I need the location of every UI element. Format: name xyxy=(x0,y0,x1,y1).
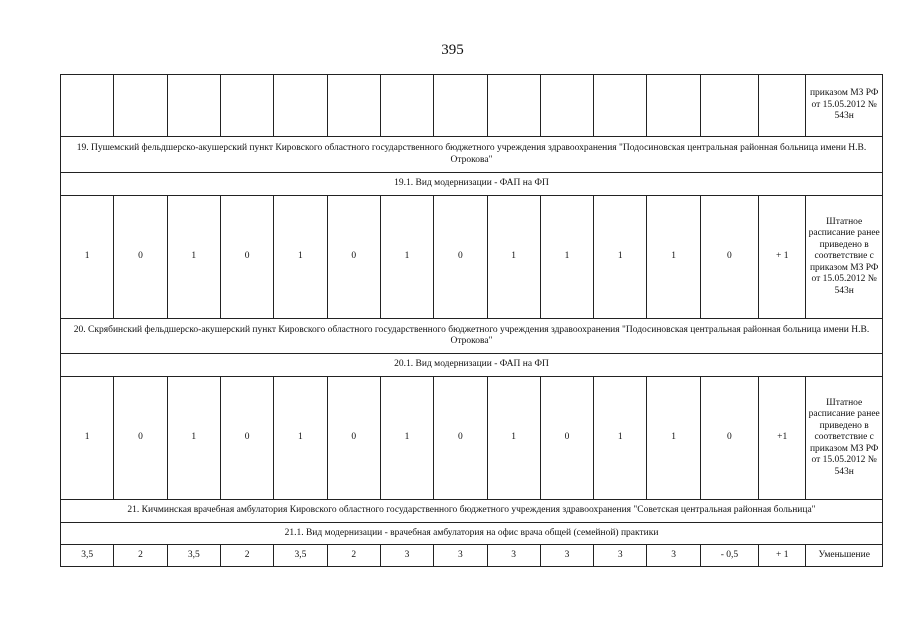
value-cell: 3 xyxy=(594,545,647,567)
section-title: 21. Кичминская врачебная амбулатория Кировского областного государственного бюджетного учреждения здравоохранения "Советская центральная районная больница" xyxy=(61,500,883,523)
section-subtitle: 20.1. Вид модернизации - ФАП на ФП xyxy=(61,354,883,377)
value-cell: 1 xyxy=(380,377,433,500)
values-row xyxy=(61,545,883,567)
value-cell: 1 xyxy=(594,377,647,500)
table-cell xyxy=(540,75,593,137)
table-cell xyxy=(759,75,806,137)
value-cell: 0 xyxy=(327,196,380,319)
value-cell: 2 xyxy=(220,545,273,567)
value-cell: 1 xyxy=(167,196,220,319)
table-cell xyxy=(594,75,647,137)
continuation-row xyxy=(61,75,883,137)
value-cell: 0 xyxy=(700,377,758,500)
note-cell: Штатное расписание ранее приведено в соответствие с приказом МЗ РФ от 15.05.2012 № 543н xyxy=(806,196,883,319)
value-cell: 0 xyxy=(114,196,167,319)
value-cell: 0 xyxy=(220,196,273,319)
table-cell xyxy=(220,75,273,137)
value-cell: +1 xyxy=(759,377,806,500)
value-cell: 0 xyxy=(220,377,273,500)
table-cell xyxy=(274,75,327,137)
value-cell: 0 xyxy=(327,377,380,500)
value-cell: 3 xyxy=(540,545,593,567)
value-cell: 1 xyxy=(274,377,327,500)
table-cell xyxy=(114,75,167,137)
value-cell: 3 xyxy=(647,545,700,567)
value-cell: 0 xyxy=(114,377,167,500)
value-cell: 1 xyxy=(167,377,220,500)
section-title-row xyxy=(61,137,883,173)
value-cell: 3,5 xyxy=(167,545,220,567)
note-cell: Уменьшение xyxy=(806,545,883,567)
staffing-table xyxy=(60,74,883,567)
values-row xyxy=(61,196,883,319)
table-cell xyxy=(167,75,220,137)
value-cell: 1 xyxy=(647,196,700,319)
note-cell: приказом МЗ РФ от 15.05.2012 № 543н xyxy=(806,75,883,137)
value-cell: 1 xyxy=(540,196,593,319)
section-subtitle-row xyxy=(61,173,883,196)
value-cell: 0 xyxy=(434,196,487,319)
value-cell: 3,5 xyxy=(274,545,327,567)
value-cell: 0 xyxy=(434,377,487,500)
value-cell: 2 xyxy=(114,545,167,567)
section-subtitle-row xyxy=(61,523,883,545)
value-cell: - 0,5 xyxy=(700,545,758,567)
table-cell xyxy=(327,75,380,137)
values-row xyxy=(61,377,883,500)
value-cell: 3 xyxy=(434,545,487,567)
section-title-row xyxy=(61,500,883,523)
value-cell: 1 xyxy=(594,196,647,319)
table-cell xyxy=(380,75,433,137)
table-cell xyxy=(647,75,700,137)
section-title-row xyxy=(61,319,883,354)
section-subtitle: 19.1. Вид модернизации - ФАП на ФП xyxy=(61,173,883,196)
value-cell: 1 xyxy=(274,196,327,319)
note-cell: Штатное расписание ранее приведено в соответствие с приказом МЗ РФ от 15.05.2012 № 543н xyxy=(806,377,883,500)
value-cell: + 1 xyxy=(759,545,806,567)
table-cell xyxy=(434,75,487,137)
section-title: 20. Скрябинский фельдшерско-акушерский пункт Кировского областного государственного бюджетного учреждения здравоохранения "Подосиновская центральная районная больница имени Н.В. Отрокова" xyxy=(61,319,883,354)
value-cell: 1 xyxy=(487,196,540,319)
value-cell: + 1 xyxy=(759,196,806,319)
table-cell xyxy=(487,75,540,137)
value-cell: 1 xyxy=(380,196,433,319)
value-cell: 1 xyxy=(61,377,114,500)
section-subtitle: 21.1. Вид модернизации - врачебная амбулатория на офис врача общей (семейной) практики xyxy=(61,523,883,545)
value-cell: 3 xyxy=(380,545,433,567)
value-cell: 1 xyxy=(487,377,540,500)
section-title: 19. Пушемский фельдшерско-акушерский пункт Кировского областного государственного бюджетного учреждения здравоохранения "Подосиновская центральная районная больница имени Н.В. Отрокова" xyxy=(61,137,883,173)
value-cell: 3,5 xyxy=(61,545,114,567)
table-cell xyxy=(61,75,114,137)
value-cell: 3 xyxy=(487,545,540,567)
value-cell: 0 xyxy=(700,196,758,319)
value-cell: 1 xyxy=(647,377,700,500)
section-subtitle-row xyxy=(61,354,883,377)
value-cell: 2 xyxy=(327,545,380,567)
table-cell xyxy=(700,75,758,137)
value-cell: 1 xyxy=(61,196,114,319)
value-cell: 0 xyxy=(540,377,593,500)
page-number: 395 xyxy=(441,42,464,58)
